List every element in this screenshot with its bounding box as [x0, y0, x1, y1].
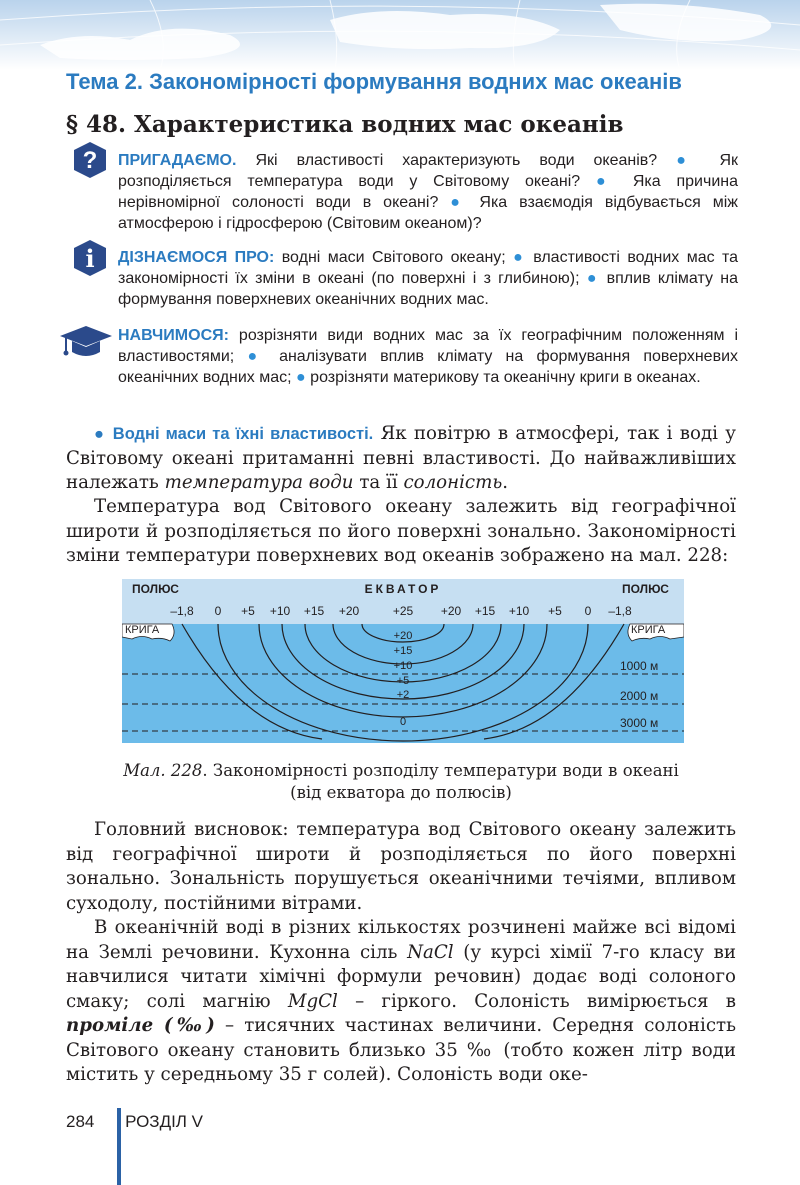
formula-mgcl: MgCl	[287, 990, 338, 1012]
depth-temp: +2	[396, 689, 410, 701]
recall-item: Які властивості характеризують води океанів?	[255, 152, 658, 169]
surface-temp: +5	[241, 604, 255, 618]
body-text: – тисячних частинах величини. Середня солоність Світового океану становить близько 35 ‰ (тобто кожен літр води містить у середньому 35 г солей). Солоність води оке-	[66, 1015, 736, 1085]
bullet-icon: ●	[94, 425, 106, 443]
learn-about-label: ДІЗНАЄМОСЯ ПРО:	[118, 249, 275, 266]
svg-text:?: ?	[82, 147, 98, 174]
will-learn-item: розрізняти материкову та океанічну криги в океанах.	[310, 369, 701, 386]
pole-label-left: ПОЛЮС	[132, 582, 179, 596]
page-number: 284	[66, 1112, 95, 1131]
body-text: В океанічній воді в різних кількостях розчинені майже всі відомі на Землі речовини. Кухонна сіль	[66, 917, 736, 963]
depth-temp: +10	[393, 660, 413, 672]
depth-mark: 2000 м	[620, 689, 659, 703]
section-lead: Водні маси та їхні властивості.	[112, 425, 374, 443]
body-text: та її	[359, 472, 398, 493]
recall-box	[118, 150, 738, 234]
topic-heading: Тема 2. Закономірності формування водних мас океанів	[66, 69, 682, 94]
surface-temp: +15	[474, 604, 496, 618]
will-learn-box	[118, 325, 738, 388]
body-text: .	[502, 472, 509, 493]
term-permille: проміле (‰)	[66, 1015, 215, 1036]
depth-mark: 3000 м	[620, 716, 659, 730]
temperature-distribution-figure	[122, 579, 684, 743]
depth-temp: 0	[399, 716, 407, 728]
depth-temp: +5	[396, 675, 410, 687]
figure-caption	[66, 760, 736, 804]
will-learn-item: аналізувати вплив клімату на формування поверхневих океанічних водних мас;	[118, 348, 739, 386]
bullet-icon: ●	[247, 348, 266, 365]
ice-label-left: КРИГА	[125, 624, 160, 636]
bullet-icon: ●	[676, 152, 701, 169]
section-label: РОЗДІЛ V	[125, 1112, 204, 1131]
bullet-icon: ●	[586, 270, 600, 287]
term-water-temperature: температура води	[164, 472, 354, 493]
caption-text: . Закономірності розподілу температури води в океані	[202, 761, 679, 780]
body-paragraph: Головний висновок: температура вод Світового океану залежить від географічної широти й розподіляється по його поверхні зонально. Зональність порушується океанічними течіями, впливом суходолу, постійними вітрами.	[66, 819, 736, 914]
recall-item: Як розподіляється температура води у Світовому океані?	[118, 152, 738, 190]
depth-temp: +15	[393, 645, 413, 657]
graduation-cap-icon	[58, 322, 114, 360]
recall-label: ПРИГАДАЄМО.	[118, 152, 237, 169]
surface-temp: +10	[508, 604, 530, 618]
learn-about-item: вплив клімату на формування поверхневих океанічних водних мас.	[118, 270, 738, 308]
bullet-icon: ●	[450, 194, 468, 211]
body-text: – гіркого. Солоність вимірюється в	[355, 990, 736, 1012]
recall-item: Яка причина нерівномірної солоності води в океані?	[118, 173, 739, 211]
will-learn-label: НАВЧИМОСЯ:	[118, 327, 229, 344]
bullet-icon: ●	[296, 369, 306, 386]
svg-text:i: i	[85, 244, 95, 273]
surface-temp: +10	[269, 604, 291, 618]
paragraph-title: § 48. Характеристика водних мас океанів	[66, 111, 624, 138]
learn-about-item: водні маси Світового океану;	[281, 249, 506, 266]
footer	[66, 1112, 203, 1132]
surface-temp: 0	[214, 604, 222, 618]
surface-temp: –1,8	[608, 604, 632, 618]
body-paragraph	[66, 422, 736, 496]
surface-temp: +5	[548, 604, 562, 618]
ice-label-right: КРИГА	[631, 624, 666, 636]
caption-line2: (від екватора до полюсів)	[290, 783, 512, 802]
bullet-icon: ●	[513, 249, 526, 266]
body-text: Як повітрю в атмосфері, так і воді у Світовому океані притаманні певні властивості. До найважливіших належать	[66, 423, 736, 493]
pole-label-right: ПОЛЮС	[622, 582, 669, 596]
surface-temp: +15	[303, 604, 325, 618]
question-icon	[70, 140, 110, 180]
term-salinity: солоність	[403, 472, 503, 493]
depth-mark: 1000 м	[620, 659, 659, 673]
surface-temp: –1,8	[170, 604, 194, 618]
surface-temp: +20	[440, 604, 462, 618]
learn-about-box	[118, 247, 738, 310]
body-paragraph	[66, 916, 736, 1088]
figure-ref: Мал. 228	[123, 761, 203, 780]
equator-label: ЕКВАТОР	[364, 582, 442, 596]
learn-about-item: властивості водних мас та закономірності їх зміни в океані (по поверхні і з глибиною);	[118, 249, 739, 287]
body-text: (у курсі хімії 7-го класу ви навчилися читати хімічні формули речовин) додає воді солоного смаку; солі магнію	[66, 941, 736, 1012]
formula-nacl: NaCl	[407, 941, 454, 963]
info-icon	[70, 238, 110, 278]
will-learn-item: розрізняти види водних мас за їх географічним положенням і властивостями;	[118, 327, 739, 365]
surface-temp: 0	[584, 604, 592, 618]
recall-item: Яка взаємодія відбувається між атмосферою і гідросферою (Світовим океаном)?	[118, 194, 738, 232]
surface-temp: +20	[338, 604, 360, 618]
bullet-icon: ●	[596, 173, 618, 190]
depth-temp: +20	[393, 630, 413, 642]
body-paragraph: Температура вод Світового океану залежить від географічної широти й розподіляється по його поверхні зонально. Закономірності зміни температури поверхневих вод океанів зображено на мал. 228:	[66, 496, 736, 566]
map-banner	[0, 0, 800, 70]
surface-temp: +25	[392, 604, 414, 618]
